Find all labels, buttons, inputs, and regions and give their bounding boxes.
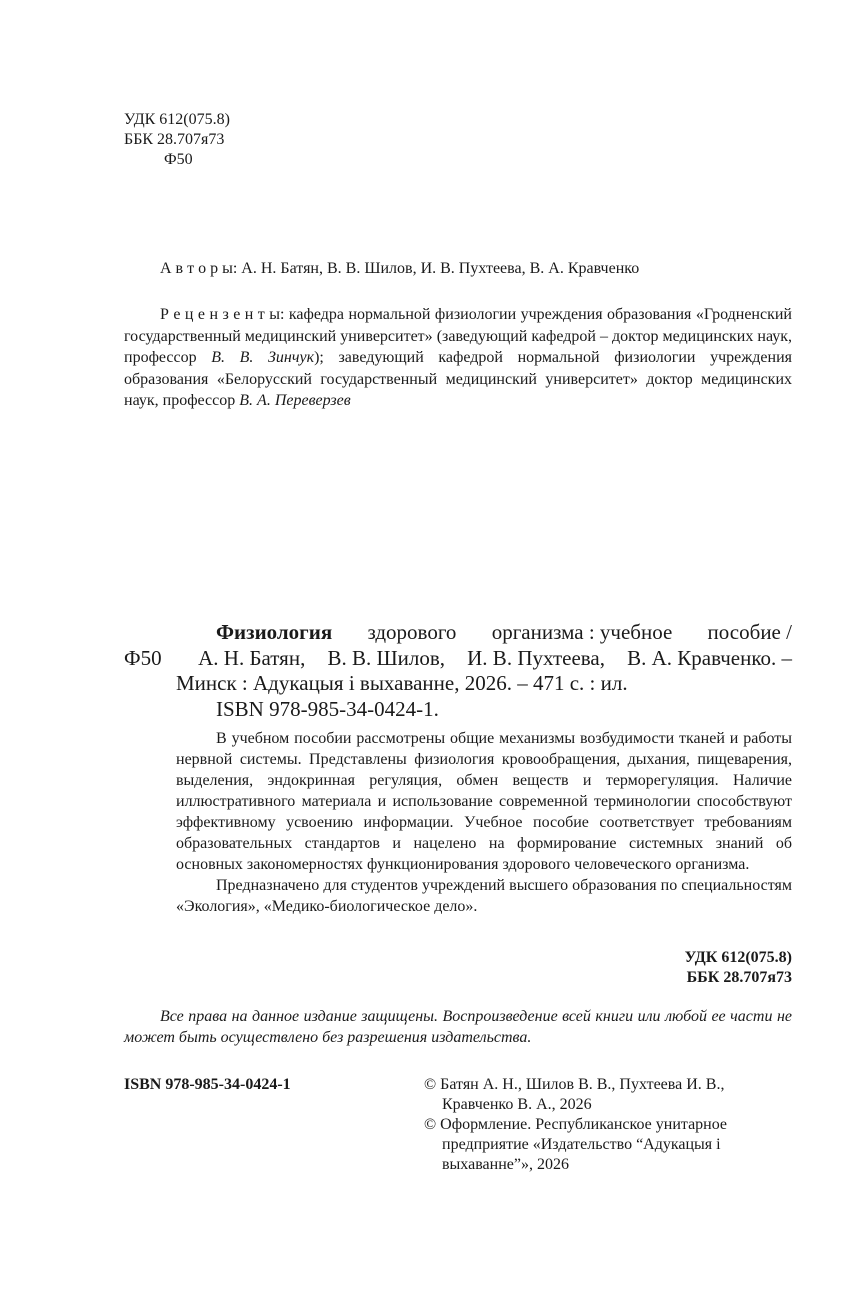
reviewers-label: Р е ц е н з е н т ы:	[160, 306, 285, 323]
catalog-word: И. В. Пухтеева,	[467, 645, 605, 670]
catalog-word: А. Н. Батян,	[198, 645, 306, 670]
reviewers-text-2: ); заведующий кафедрой нормальной физиологии учреждения образования «Белорусский государственный медицинский университет» доктор медицинских наук, профессор	[124, 349, 792, 409]
annotation-paragraph-1: В учебном пособии рассмотрены общие механизмы возбудимости тканей и работы нервной системы. Представлены физиология кровообращения, дыхания, пищеварения, выделения, эндокринная регуляция, обмен веществ и терморегуляция. Наличие иллюстративного материала и использование современной терминологии способствуют эффективному усвоению информации. Учебное пособие соответствует требованиям образовательных стандартов и нацелено на формирование системных знаний об основных закономерностях функционирования здорового человеческого организма.	[176, 730, 792, 873]
author-mark: Ф50	[164, 151, 193, 168]
catalog-author-mark: Ф50	[124, 645, 162, 670]
catalog-word: В. В. Шилов,	[327, 645, 446, 670]
isbn-bottom: ISBN 978-985-34-0424-1	[124, 1076, 291, 1093]
reviewers-paragraph	[124, 304, 792, 412]
catalog-isbn: ISBN 978-985-34-0424-1.	[216, 696, 439, 721]
book-title: Физиология	[216, 620, 333, 644]
reviewer-name-1: В. В. Зинчук	[211, 349, 315, 366]
annotation	[176, 728, 792, 917]
catalog-card	[124, 620, 792, 722]
catalog-word: В. А. Кравченко. –	[627, 645, 792, 670]
rights-notice: Все права на данное издание защищены. Воспроизведение всей книги или любой ее части не может быть осуществлено без разрешения издательства.	[124, 1008, 792, 1046]
catalog-word: пособие /	[707, 620, 792, 644]
catalog-word: организма : учебное	[491, 620, 673, 644]
bbk-code: ББК 28.707я73	[124, 131, 225, 148]
catalog-line-3: Минск : Адукацыя і выхаванне, 2026. – 471 с. : ил.	[176, 671, 628, 695]
catalog-word: здорового	[367, 620, 457, 644]
catalog-line-2	[124, 646, 792, 672]
reviewer-name-2: В. А. Переверзев	[239, 392, 351, 409]
bbk-code-bottom: ББК 28.707я73	[686, 969, 792, 986]
copyright-publisher: © Оформление. Республиканское унитарное предприятие «Издательство “Адукацыя і выхаванне”», 2026	[424, 1116, 728, 1173]
udk-code: УДК 612(075.8)	[124, 111, 230, 128]
copyright-authors: © Батян А. Н., Шилов В. В., Пухтеева И. В., Кравченко В. А., 2026	[424, 1076, 725, 1113]
classification-bottom	[685, 948, 792, 988]
reviewers-text-1: кафедра нормальной физиологии учреждения образования «Гродненский государственный медицинский университет» (заведующий кафедрой – доктор медицинских наук, профессор	[124, 306, 792, 366]
catalog-line-1	[124, 620, 792, 646]
authors-line	[160, 260, 639, 278]
authors-label: А в т о р ы:	[160, 260, 238, 277]
udk-code-bottom: УДК 612(075.8)	[684, 949, 792, 966]
authors-names: А. Н. Батян, В. В. Шилов, И. В. Пухтеева, В. А. Кравченко	[241, 260, 640, 277]
annotation-paragraph-2: Предназначено для студентов учреждений высшего образования по специальностям «Экология», «Медико-биологическое дело».	[176, 877, 792, 915]
copyright-block	[424, 1075, 794, 1175]
classification-block	[124, 110, 230, 170]
